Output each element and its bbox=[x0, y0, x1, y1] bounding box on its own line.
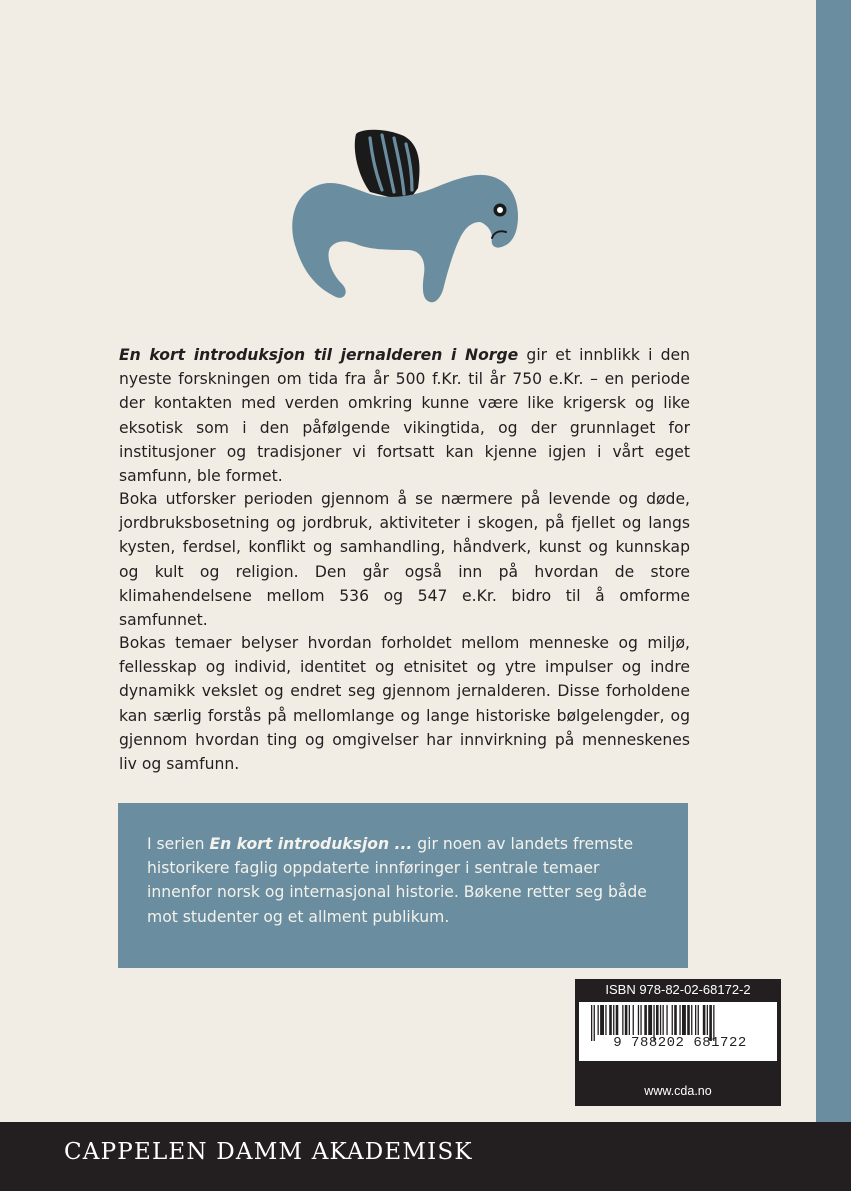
series-prefix: I serien bbox=[147, 835, 210, 853]
horse-figurine-icon bbox=[286, 126, 524, 308]
intro-paragraph bbox=[119, 343, 690, 488]
barcode-panel bbox=[575, 979, 781, 1106]
barcode-bars bbox=[579, 1002, 777, 1061]
spine-band bbox=[816, 0, 851, 1122]
intro-text: gir et innblikk i den nyeste forskningen om tida fra år 500 f.Kr. til år 750 e.Kr. – en periode der kontakten med verden omkring kunne være like krigersk og like eksotisk som i den påfølgende vikingtida, og der grunnlaget for institusjoner og tradisjoner vi fortsatt kan kjenne igjen i vårt eget samfunn, ble formet. bbox=[119, 346, 690, 486]
book-title: En kort introduksjon til jernalderen i Norge bbox=[119, 346, 519, 364]
themes-paragraph: Bokas temaer belyser hvordan forholdet mellom menneske og miljø, fellesskap og individ, identitet og etnisitet og ytre impulser og indre dynamikk vekslet og endret seg gjennom jernalderen. Disse forholdene kan særlig forstås på mellomlange og lange historiske bølgelengder, og gjennom hvordan ting og omgivelser har innvirkning på menneskenes liv og samfunn. bbox=[119, 634, 690, 774]
series-description bbox=[147, 832, 661, 929]
isbn-label: ISBN 978-82-02-68172-2 bbox=[605, 982, 751, 997]
topics-paragraph: Boka utforsker perioden gjennom å se nærmere på levende og døde, jordbruksbosetning og jordbruk, aktiviteter i skogen, på fjellet og langs kysten, ferdsel, konflikt og samhandling, håndverk, kunst og kunnskap og kult og religion. Den går også inn på hvordan de store klimahendelsene mellom 536 og 547 e.Kr. bidro til å omforme samfunnet. bbox=[119, 490, 690, 630]
series-info-box bbox=[118, 803, 688, 968]
series-text: gir noen av landets fremste historikere faglig oppdaterte innføringer i sentrale temaer innenfor norsk og internasjonal historie. Bøkene retter seg både mot studenter og et allment publikum. bbox=[147, 835, 647, 926]
publisher-footer bbox=[0, 1122, 851, 1191]
barcode-digits: 9 788202 681722 bbox=[613, 1035, 747, 1051]
series-name: En kort introduksjon ... bbox=[209, 835, 413, 853]
publisher-url: www.cda.no bbox=[644, 1084, 712, 1098]
publisher-name: CAPPELEN DAMM AKADEMISK bbox=[64, 1139, 473, 1165]
barcode-area bbox=[579, 1002, 777, 1061]
